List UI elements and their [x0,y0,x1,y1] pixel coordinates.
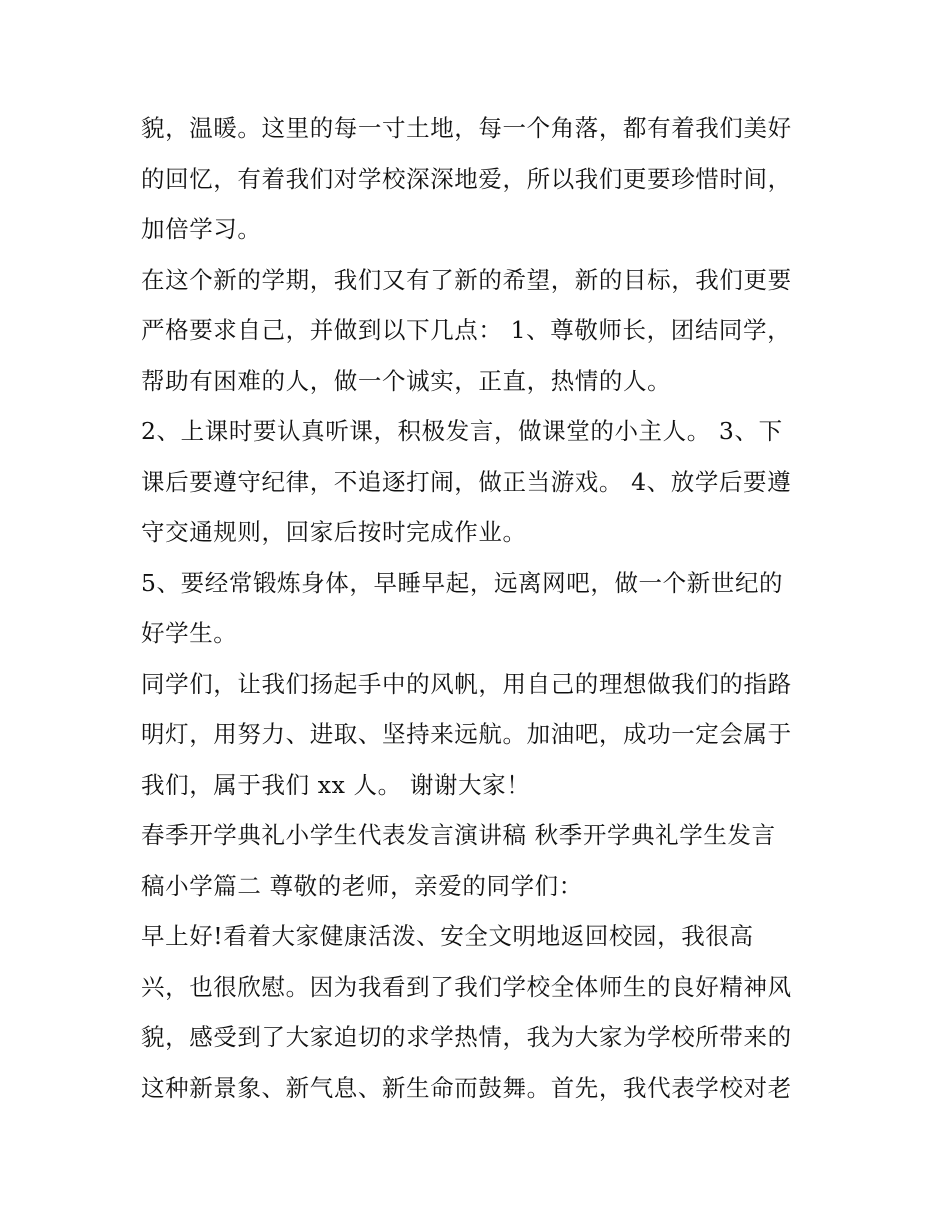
text-line: 春季开学典礼小学生代表发言演讲稿 秋季开学典礼学生发言 [141,821,776,849]
text-line: 稿小学篇二 尊敬的老师，亲爱的同学们： [141,871,583,900]
text-line: 貌，感受到了大家迫切的求学热情，我为大家为学校所带来的 [141,1023,792,1051]
text-line: 早上好!看着大家健康活泼、安全文明地返回校园，我很高 [141,922,754,950]
text-line: 同学们，让我们扬起手中的风帆，用自己的理想做我们的指路 [141,669,792,698]
body-text [141,103,821,1113]
text-line: 明灯，用努力、进取、坚持来远航。加油吧，成功一定会属于 [141,720,792,748]
text-line: 在这个新的学期，我们又有了新的希望，新的目标，我们更要 [141,265,792,294]
text-line: 5、要经常锻炼身体，早睡早起，远离网吧，做一个新世纪的 [141,568,784,597]
text-line: 守交通规则，回家后按时完成作业。 [141,518,527,546]
text-line: 的回忆，有着我们对学校深深地爱，所以我们更要珍惜时间， [141,164,792,193]
text-line: 课后要遵守纪律，不追逐打闹，做正当游戏。 4、放学后要遵 [141,467,792,496]
text-line: 严格要求自己，并做到以下几点： 1、尊敬师长，团结同学， [141,316,792,344]
text-line: 貌，温暖。这里的每一寸土地，每一个角落，都有着我们美好 [141,114,792,142]
text-line: 2、上课时要认真听课，积极发言，做课堂的小主人。 3、下 [141,417,783,445]
text-line: 加倍学习。 [141,215,262,243]
text-line: 我们，属于我们 xx 人。 谢谢大家！ [141,770,531,799]
text-line: 好学生。 [141,619,238,647]
text-line: 帮助有困难的人，做一个诚实，正直，热情的人。 [141,366,672,395]
text-line: 这种新景象、新气息、新生命而鼓舞。首先，我代表学校对老 [141,1073,792,1102]
text-line: 兴，也很欣慰。因为我看到了我们学校全体师生的良好精神风 [141,972,792,1001]
